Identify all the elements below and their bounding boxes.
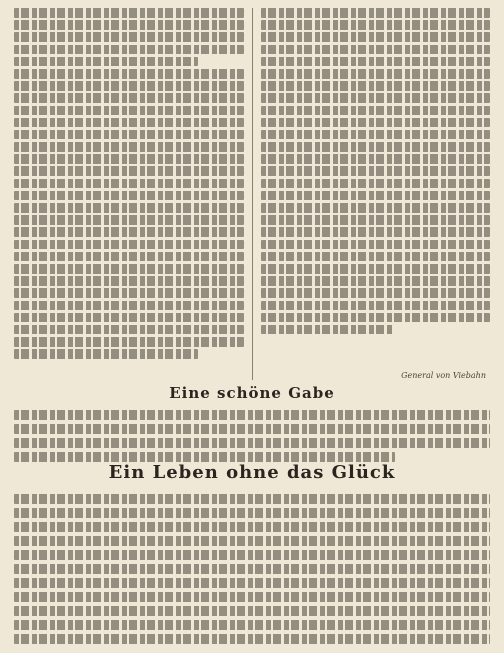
right-column [261,8,491,380]
left-column [14,8,244,380]
byline: General von Viebahn [401,371,486,380]
column-divider [252,8,253,380]
story-body [14,494,490,648]
section-body [14,410,490,466]
two-column-text [14,8,490,380]
section-title: Eine schöne Gabe [169,384,335,402]
story-title: Ein Leben ohne das Glück [108,462,396,483]
